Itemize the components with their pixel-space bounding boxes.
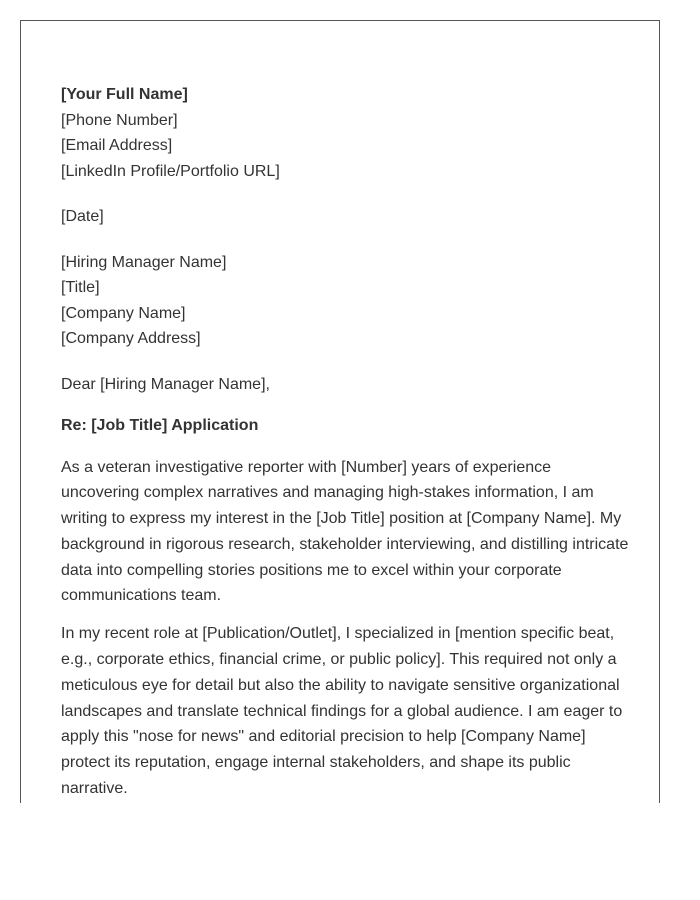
body-paragraph-2: In my recent role at [Publication/Outlet], I specialized in [mention specific beat, e.g., corporate ethics, financial crime, or public policy]. This required not only a meticulous eye for detail but also the ability to navigate sensitive organizational landscapes and translate technical findings for a global audience. I am eager to apply this "nose for news" and editorial precision to help [Company Name] protect its reputation, engage internal stakeholders, and shape its public narrative. — [61, 625, 623, 798]
letter-body — [61, 82, 631, 802]
letter-date: [Date] — [61, 208, 104, 225]
sender-linkedin: [LinkedIn Profile/Portfolio URL] — [61, 162, 280, 180]
salutation: Dear [Hiring Manager Name], — [61, 375, 270, 393]
body-paragraph-1: As a veteran investigative reporter with [Number] years of experience uncovering complex narratives and managing high-stakes information, I am writing to express my interest in the [Job Title] position at [Company Name]. My background in rigorous research, stakeholder interviewing, and distilling intricate data into compelling stories positions me to excel within your corporate communications team. — [61, 458, 629, 605]
recipient-block — [61, 250, 631, 352]
recipient-company: [Company Name] — [61, 304, 186, 322]
recipient-name: [Hiring Manager Name] — [61, 253, 227, 271]
subject-line: Re: [Job Title] Application — [61, 417, 259, 434]
recipient-title: [Title] — [61, 279, 100, 296]
sender-name: [Your Full Name] — [61, 86, 188, 103]
sender-phone: [Phone Number] — [61, 111, 178, 129]
letter-page — [20, 20, 660, 803]
sender-block — [61, 82, 631, 184]
recipient-address: [Company Address] — [61, 330, 201, 347]
sender-email: [Email Address] — [61, 137, 173, 154]
